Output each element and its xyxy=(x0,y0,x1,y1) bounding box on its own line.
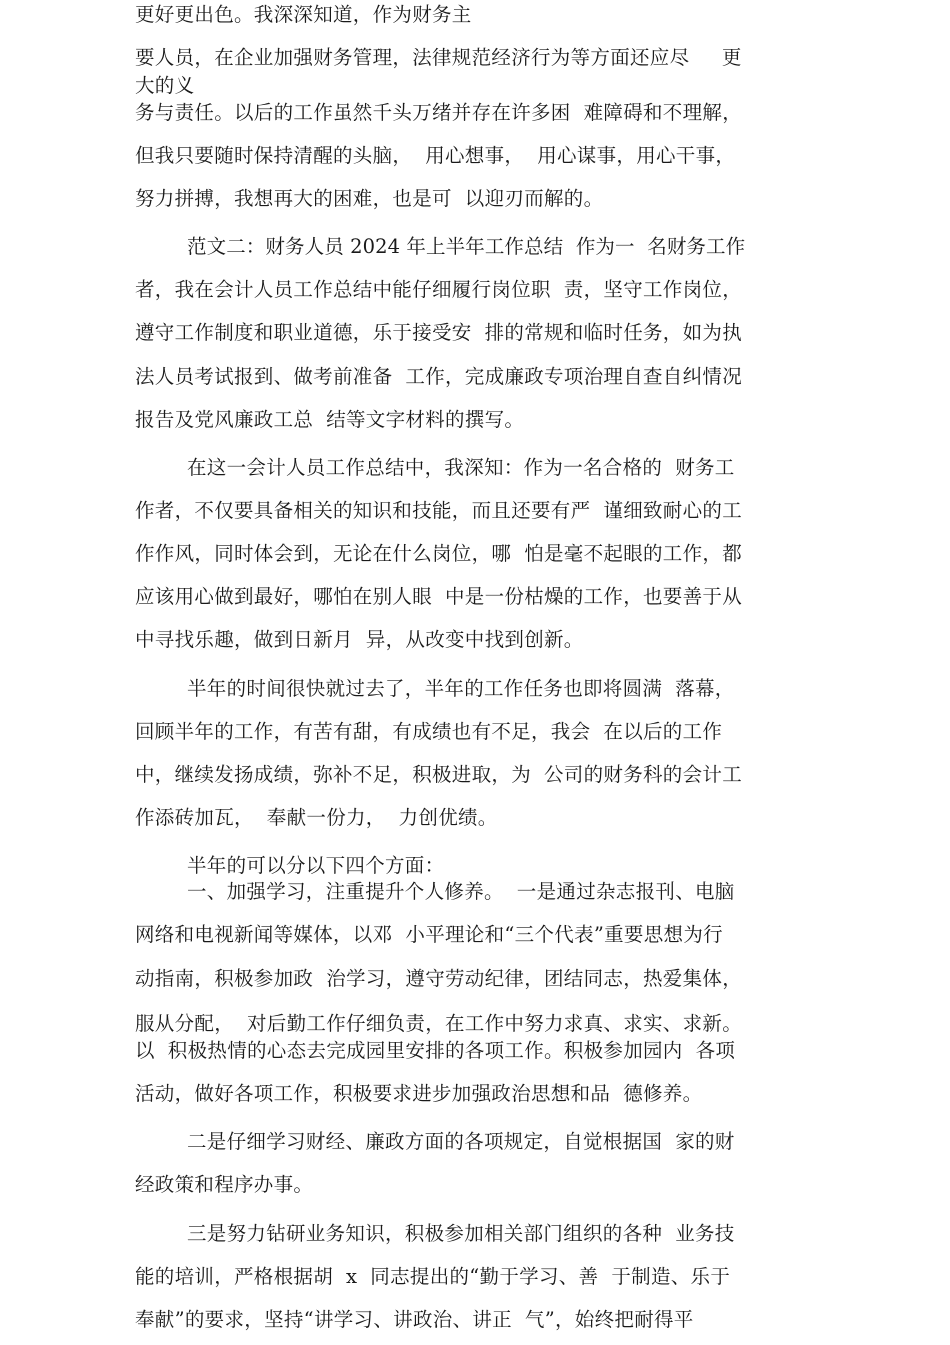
text-line: 报告及党风廉政工总 结等文字材料的撰写。 xyxy=(135,408,525,431)
text-line: 中寻找乐趣，做到日新月 异，从改变中找到创新。 xyxy=(135,628,584,651)
text-line: 以 积极热情的心态去完成园里安排的各项工作。积极参加园内 各项 xyxy=(135,1039,736,1062)
text-line: 作添砖加瓦， 奉献一份力， 力创优绩。 xyxy=(135,806,498,829)
text-line: 遵守工作制度和职业道德，乐于接受安 排的常规和临时任务，如为执 xyxy=(135,321,742,344)
text-line: 能的培训，严格根据胡 x 同志提出的“勤于学习、善 于制造、乐于 xyxy=(135,1265,731,1288)
text-line: 动指南，积极参加政 治学习，遵守劳动纪律，团结同志，热爱集体， xyxy=(135,967,742,990)
text-line: 回顾半年的工作，有苦有甜，有成绩也有不足，我会 在以后的工作 xyxy=(135,720,723,743)
text-line: 作作风，同时体会到，无论在什么岗位，哪 怕是毫不起眼的工作，都 xyxy=(135,542,742,565)
text-line: 努力拼搏，我想再大的困难，也是可 以迎刃而解的。 xyxy=(135,187,604,210)
text-line: 但我只要随时保持清醒的头脑， 用心想事， 用心谋事，用心干事， xyxy=(135,144,736,167)
text-line: 作者，不仅要具备相关的知识和技能，而且还要有严 谨细致耐心的工 xyxy=(135,499,742,522)
text-line: 二是仔细学习财经、廉政方面的各项规定，自觉根据国 家的财 xyxy=(187,1130,735,1153)
text-line: 奉献”的要求，坚持“讲学习、讲政治、讲正 气”，始终把耐得平 xyxy=(135,1308,694,1331)
text-line: 一、加强学习，注重提升个人修养。 一是通过杂志报刊、电脑 xyxy=(187,880,735,903)
text-line: 者，我在会计人员工作总结中能仔细履行岗位职 责，坚守工作岗位， xyxy=(135,278,742,301)
text-line: 中，继续发扬成绩，弥补不足，积极进取，为 公司的财务科的会计工 xyxy=(135,763,742,786)
text-line: 要人员，在企业加强财务管理，法律规范经济行为等方面还应尽 更 xyxy=(135,46,742,69)
text-line: 在这一会计人员工作总结中，我深知：作为一名合格的 财务工 xyxy=(187,456,735,479)
text-line: 网络和电视新闻等媒体，以邓 小平理论和“三个代表”重要思想为行 xyxy=(135,923,723,946)
text-line: 大的义 xyxy=(135,74,195,97)
text-line: 三是努力钻研业务知识，积极参加相关部门组织的各种 业务技 xyxy=(187,1222,735,1245)
text-line: 半年的可以分以下四个方面： xyxy=(187,854,445,877)
text-line: 活动，做好各项工作，积极要求进步加强政治思想和品 德修养。 xyxy=(135,1082,703,1105)
text-line: 范文二：财务人员 2024 年上半年工作总结 作为一 名财务工作 xyxy=(187,235,746,258)
text-line: 法人员考试报到、做考前准备 工作，完成廉政专项治理自查自纠情况 xyxy=(135,365,742,388)
text-line: 更好更出色。我深深知道，作为财务主 xyxy=(135,3,472,26)
text-line: 务与责任。以后的工作虽然千头万绪并存在许多困 难障碍和不理解， xyxy=(135,101,742,124)
text-line: 应该用心做到最好，哪怕在别人眼 中是一份枯燥的工作，也要善于从 xyxy=(135,585,742,608)
text-line: 服从分配， 对后勤工作仔细负责，在工作中努力求真、求实、求新。 xyxy=(135,1012,742,1035)
text-line: 经政策和程序办事。 xyxy=(135,1173,314,1196)
text-line: 半年的时间很快就过去了，半年的工作任务也即将圆满 落幕， xyxy=(187,677,735,700)
